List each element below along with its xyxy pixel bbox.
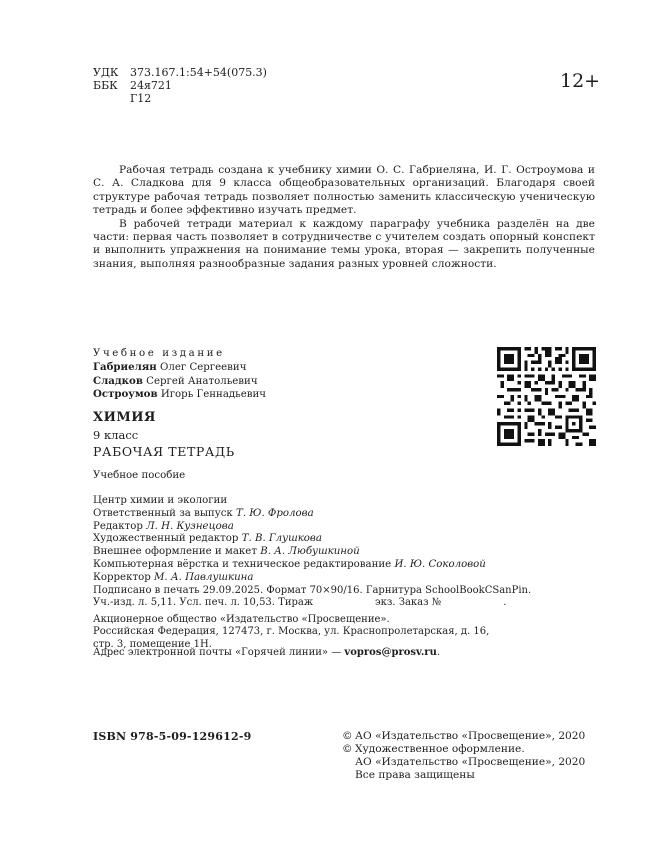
credits-block	[93, 495, 486, 585]
credit-role: Внешнее оформление и макет	[93, 546, 257, 558]
author-name: Игорь Геннадьевич	[160, 389, 267, 401]
author-name: Сергей Анатольевич	[146, 375, 258, 387]
copyright-icon: ©	[342, 730, 353, 742]
author-name: Олег Сергеевич	[160, 362, 247, 373]
grade-label: 9 класс	[93, 428, 139, 442]
credit-person: В. А. Любушкиной	[260, 546, 360, 558]
publisher-info	[93, 614, 489, 651]
credit-line	[93, 572, 486, 585]
book-kind: Учебное пособие	[93, 470, 186, 481]
publisher-name: Акционерное общество «Издательство «Просвещение».	[93, 614, 390, 625]
credit-person: И. Ю. Соколовой	[394, 558, 486, 570]
hotline-label: Адрес электронной почты «Горячей линии» —	[93, 647, 342, 658]
udk-value: 373.167.1:54+54(075.3)	[130, 66, 267, 79]
bbk-value: 24я721	[130, 79, 172, 92]
abstract-paragraph: В рабочей тетради материал к каждому параграфу учебника разделён на две части: первая часть позволяет в сотрудничестве с учителем создать опорный конспект и выполнить упражнения на понимание темы урока, вторая — закрепить полученные знания, выполняя разнообразные задания разных уровней сложности.	[93, 217, 595, 270]
copyright-icon: ©	[342, 743, 353, 755]
abstract-paragraph: Рабочая тетрадь создана к учебнику химии О. С. Габриеляна, И. Г. Остроумова и С. А. Сладкова для 9 класса общеобразовательных организаций. Благодаря своей структуре рабочая тетрадь позволяет полностью заменить классическую ученическую тетрадь и более эффективно изучать предмет.	[93, 164, 595, 217]
edition-label: Учебное издание	[93, 348, 225, 359]
credit-role: Редактор	[93, 520, 143, 532]
hotline-contact: Адрес электронной почты «Горячей линии» — vopros@prosv.ru.	[93, 647, 441, 658]
bbk-label: ББК	[93, 79, 118, 92]
credit-role: Корректор	[93, 571, 151, 583]
copyright-line: Все права защищены	[355, 769, 475, 781]
editorial-center: Центр химии и экологии	[93, 495, 228, 506]
copyright-line: Художественное оформление.	[355, 743, 525, 755]
hotline-email: vopros@prosv.ru	[344, 647, 437, 658]
credit-line	[93, 546, 486, 559]
author	[93, 388, 266, 402]
credit-person: М. А. Павлушкина	[154, 571, 254, 583]
age-rating: 12+	[560, 70, 601, 92]
author-mark: Г12	[130, 92, 152, 105]
book-type: РАБОЧАЯ ТЕТРАДЬ	[93, 444, 235, 459]
abstract	[93, 164, 595, 271]
author	[93, 361, 266, 375]
author	[93, 375, 266, 389]
author-surname: Габриелян	[93, 361, 157, 373]
copyright-line: АО «Издательство «Просвещение», 2020	[355, 730, 586, 742]
credit-person: Л. Н. Кузнецова	[146, 520, 234, 532]
credit-line	[93, 533, 486, 546]
credit-role: Компьютерная вёрстка и техническое редактирование	[93, 558, 392, 570]
print-info	[93, 585, 531, 610]
udk-label: УДК	[93, 66, 119, 79]
credit-line	[93, 559, 486, 572]
author-surname: Остроумов	[93, 388, 158, 401]
credit-person: Т. Ю. Фролова	[236, 507, 314, 519]
author-surname: Сладков	[93, 374, 143, 387]
publisher-address: стр. 3, помещение 1Н.	[93, 638, 212, 650]
credit-person: Т. В. Глушкова	[241, 533, 322, 545]
credit-role: Художественный редактор	[93, 533, 239, 545]
qr-code-icon	[497, 347, 596, 446]
credit-line	[93, 508, 486, 521]
authors-list	[93, 361, 266, 402]
subject-title: ХИМИЯ	[93, 410, 157, 425]
credit-role: Ответственный за выпуск	[93, 507, 233, 519]
print-info-line: Уч.-изд. л. 5,11. Усл. печ. л. 10,53. Тираж экз. Заказ № .	[93, 597, 507, 609]
print-info-line: Подписано в печать 29.09.2025. Формат 70×90/16. Гарнитура SchoolBookCSanPin.	[93, 585, 532, 596]
publisher-address: Российская Федерация, 127473, г. Москва, ул. Краснопролетарская, д. 16,	[93, 626, 490, 638]
isbn: ISBN 978-5-09-129612-9	[93, 730, 252, 743]
copyright-line: АО «Издательство «Просвещение», 2020	[355, 756, 586, 768]
copyright-block	[342, 730, 585, 782]
credit-line	[93, 521, 486, 534]
classification-block	[93, 66, 267, 105]
